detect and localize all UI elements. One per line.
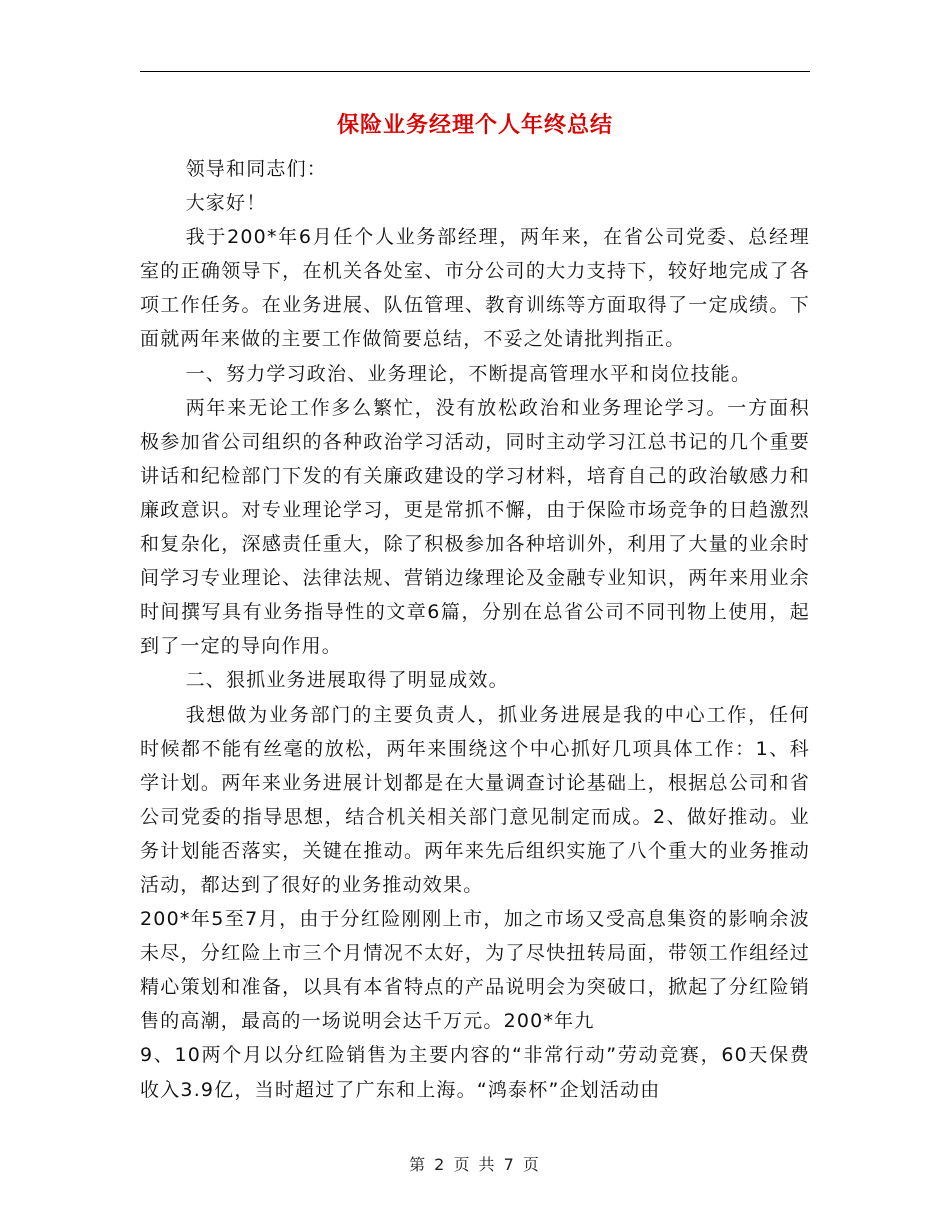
document-title: 保险业务经理个人年终总结 — [336, 112, 613, 138]
header-rule — [140, 71, 810, 72]
section-heading-2: 二、狠抓业务进展取得了明显成效。 — [185, 669, 509, 692]
salutation-paragraph: 领导和同志们： — [185, 158, 327, 180]
greeting-paragraph: 大家好！ — [185, 192, 267, 215]
section-1-paragraph: 两年来无论工作多么繁忙，没有放松政治和业务理论学习。一方面积极参加省公司组织的各种政治学习活动，同时主动学习江总书记的几个重要讲话和纪检部门下发的有关廉政建设的学习材料，培育自己的政治敏感力和廉政意识。对专业理论学习，更是常抓不懈，由于保险市场竞争的日趋激烈和复杂化，深感责任重大，除了积极参加各种培训外，利用了大量的业余时间学习专业理论、法律法规、营销边缘理论及金融专业知识，两年来用业余时间撰写具有业务指导性的文章6篇，分别在总省公司不同刊物上使用，起到了一定的导向作用。 — [140, 396, 810, 658]
page-number-footer: 第 2 页 共 7 页 — [409, 1155, 541, 1174]
section-2-final-paragraph: 9、10两个月以分红险销售为主要内容的“非常行动”劳动竞赛，60天保费收入3.9亿，当时超过了广东和上海。“鸿泰杯”企划活动由 — [140, 1044, 810, 1101]
section-2-continuation-paragraph: 200*年5至7月，由于分红险刚刚上市，加之市场又受高息集资的影响余波未尽，分红险上市三个月情况不太好，为了尽快扭转局面，带领工作组经过精心策划和准备，以具有本省特点的产品说明会为突破口，掀起了分红险销售的高潮，最高的一场说明会达千万元。200*年九 — [140, 908, 810, 1033]
intro-paragraph: 我于200*年6月任个人业务部经理，两年来，在省公司党委、总经理室的正确领导下，在机关各处室、市分公司的大力支持下，较好地完成了各项工作任务。在业务进展、队伍管理、教育训练等方面取得了一定成绩。下面就两年来做的主要工作做简要总结，不妥之处请批判指正。 — [140, 226, 810, 351]
section-2-paragraph: 我想做为业务部门的主要负责人，抓业务进展是我的中心工作，任何时候都不能有丝毫的放松，两年来围绕这个中心抓好几项具体工作：1、科学计划。两年来业务进展计划都是在大量调查讨论基础上，根据总公司和省公司党委的指导思想，结合机关相关部门意见制定而成。2、做好推动。业务计划能否落实，关键在推动。两年来先后组织实施了八个重大的业务推动活动，都达到了很好的业务推动效果。 — [140, 703, 810, 896]
section-heading-1: 一、努力学习政治、业务理论，不断提高管理水平和岗位技能。 — [185, 362, 752, 385]
document-body — [140, 152, 810, 1107]
